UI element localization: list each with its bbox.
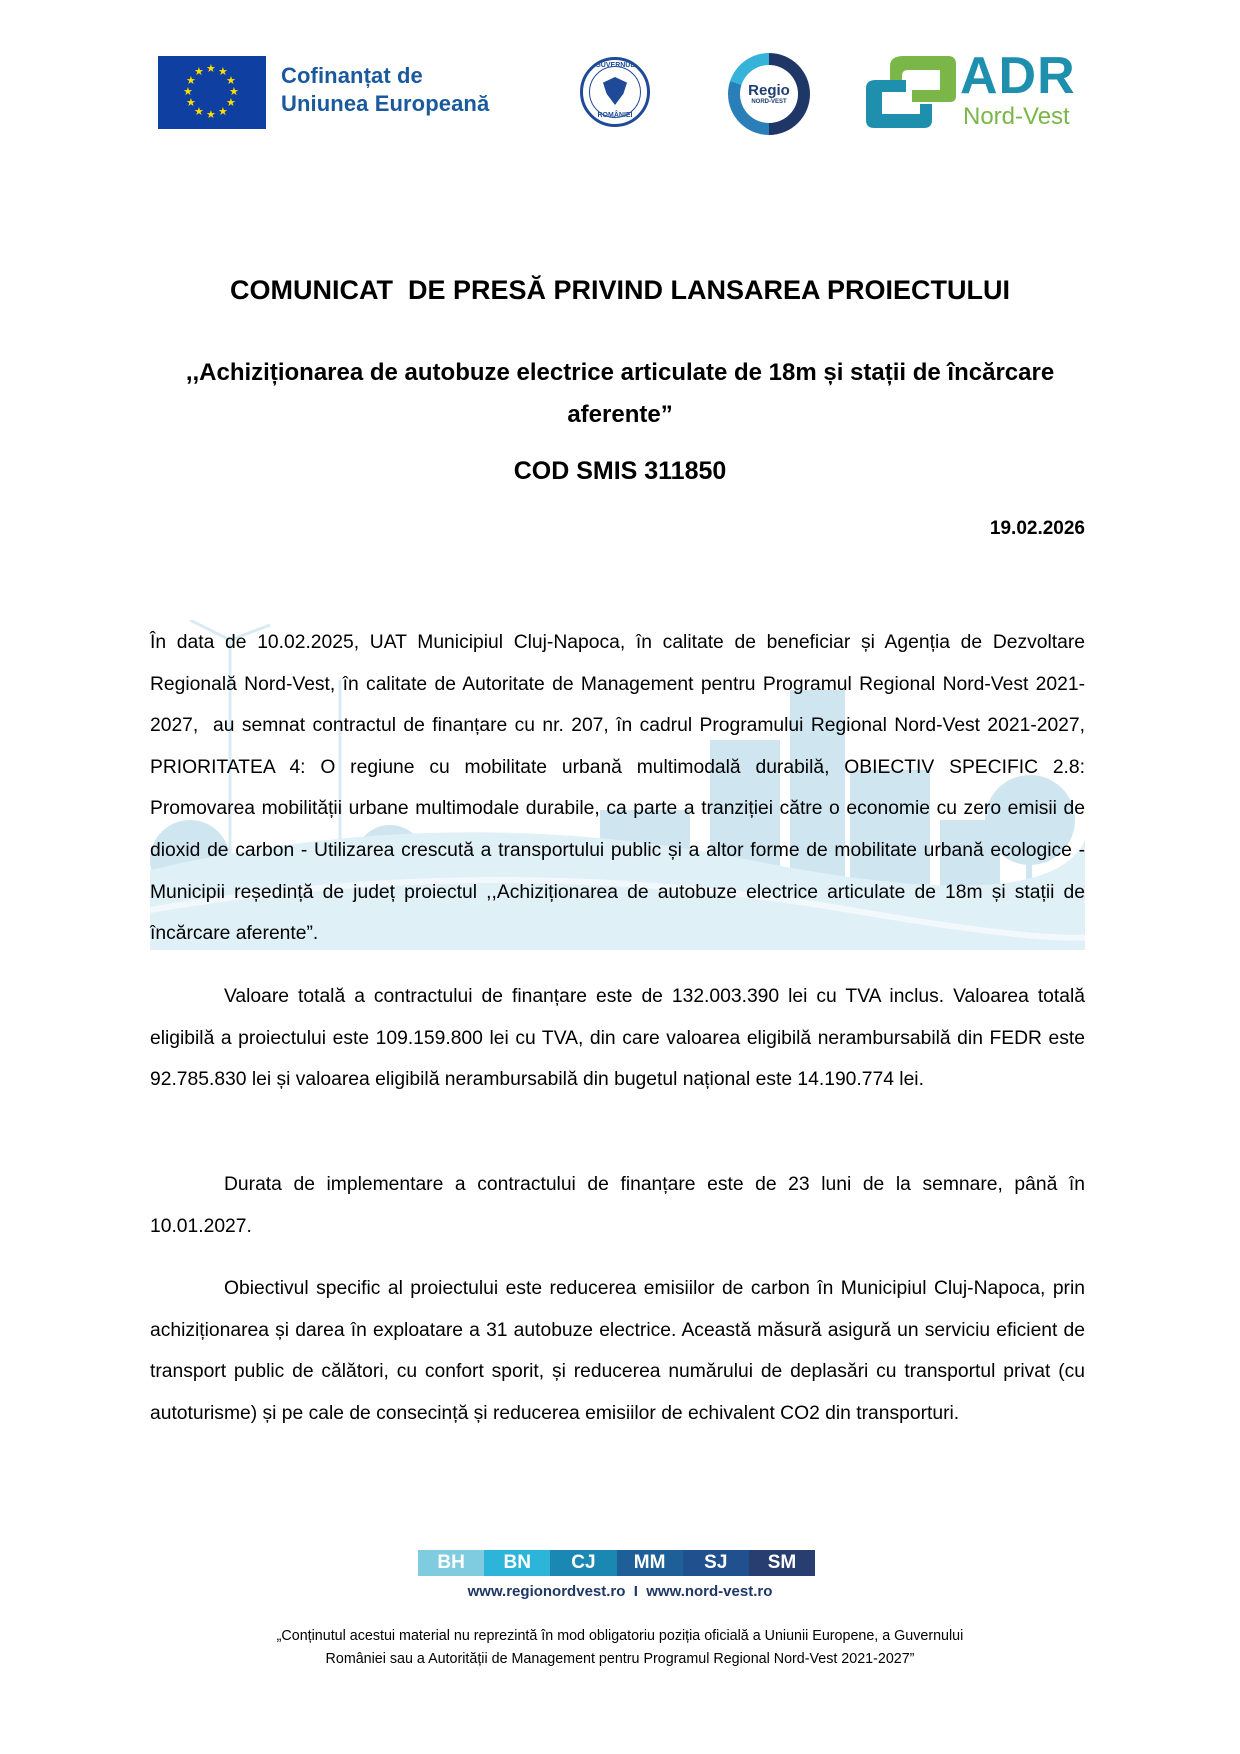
- county-cj: CJ: [550, 1550, 616, 1576]
- eu-cofinancing-label: [281, 62, 489, 118]
- eu-text-line2: Uniunea Europeană: [281, 91, 490, 116]
- romanian-government-seal-icon: [580, 57, 650, 127]
- adr-logo-sub: Nord-Vest: [963, 103, 1070, 130]
- disclaimer-line1: „Conținutul acestui material nu reprezintă în mod obligatoriu poziția oficială a Uniunii Europene, a Guvernului: [276, 1628, 964, 1644]
- disclaimer-line2: României sau a Autorității de Management pentru Programul Regional Nord-Vest 2021-2027”: [325, 1651, 915, 1667]
- county-bh: BH: [418, 1550, 484, 1576]
- county-bn: BN: [484, 1550, 550, 1576]
- regio-logo-icon: [728, 53, 810, 135]
- paragraph-contract-signing: În data de 10.02.2025, UAT Municipiul Cluj-Napoca, în calitate de beneficiar și Agenția de Dezvoltare Regională Nord-Vest, în calitate de Autoritate de Management pentru Programul Regional Nord-Vest 2021-2027, au semnat contractul de finanțare cu nr. 207, în cadrul Programului Regional Nord-Vest 2021-2027, PRIORITATEA 4: O regiune cu mobilitate urbană multimodală durabilă, OBIECTIV SPECIFIC 2.8: Promovarea mobilității urbane multimodale durabile, ca parte a tranziției către o economie cu zero emisii de dioxid de carbon - Utilizarea crescută a transportului public și a altor forme de mobilitate urbană ecologice - Municipii reședință de județ proiectul ,,Achiziționarea de autobuze electrice articulate de 18m și stații de încărcare aferente”.: [150, 632, 1091, 945]
- eu-text-line1: Cofinanțat de: [281, 63, 423, 88]
- adr-logo-name: ADR: [960, 47, 1076, 105]
- county-bar: [418, 1550, 815, 1576]
- paragraph-objective: Obiectivul specific al proiectului este reducerea emisiilor de carbon în Municipiul Cluj-Napoca, prin achiziționarea și darea în exploatare a 31 autobuze electrice. Această măsură asigură un serviciu eficient de transport public de călători, cu confort sporit, și reducerea numărului de deplasări cu transportul privat (cu autoturisme) și pe cale de consecință și reducerea emisiilor de echivalent CO2 din transporturi.: [150, 1278, 1085, 1424]
- document-date: 19.02.2026: [989, 518, 1085, 539]
- paragraph-duration: Durata de implementare a contractului de finanțare este de 23 luni de la semnare, până în 10.01.2027.: [150, 1174, 1085, 1237]
- paragraph-financial-values: Valoare totală a contractului de finanțare este de 132.003.390 lei cu TVA inclus. Valoarea totală eligibilă a proiectului este 109.159.800 lei cu TVA, din care valoarea eligibilă nerambursabilă din FEDR este 92.785.830 lei și valoarea eligibilă nerambursabilă din bugetul național este 14.190.774 lei.: [150, 986, 1085, 1091]
- eu-flag-icon: ★ ★ ★ ★ ★ ★ ★ ★ ★ ★ ★ ★: [158, 56, 266, 129]
- project-name: ,,Achiziționarea de autobuze electrice articulate de 18m și stații de încărcare aferente”: [185, 359, 1055, 428]
- adr-logo-icon: [866, 56, 956, 128]
- gov-seal-top-text: GUVERNUL: [595, 62, 635, 69]
- press-release-title: COMUNICAT DE PRESĂ PRIVIND LANSAREA PROIECTULUI: [229, 275, 1011, 305]
- county-mm: MM: [617, 1550, 683, 1576]
- cod-smis: COD SMIS 311850: [513, 457, 727, 485]
- regio-logo-sub: NORD-VEST: [751, 98, 787, 105]
- footer-disclaimer: [150, 1625, 1090, 1671]
- gov-seal-bottom-text: ROMÂNIEI: [597, 112, 633, 119]
- footer-urls[interactable]: www.regionordvest.ro I www.nord-vest.ro: [467, 1583, 773, 1600]
- county-sm: SM: [749, 1550, 815, 1576]
- regio-logo-name: Regio: [748, 81, 790, 99]
- county-sj: SJ: [683, 1550, 749, 1576]
